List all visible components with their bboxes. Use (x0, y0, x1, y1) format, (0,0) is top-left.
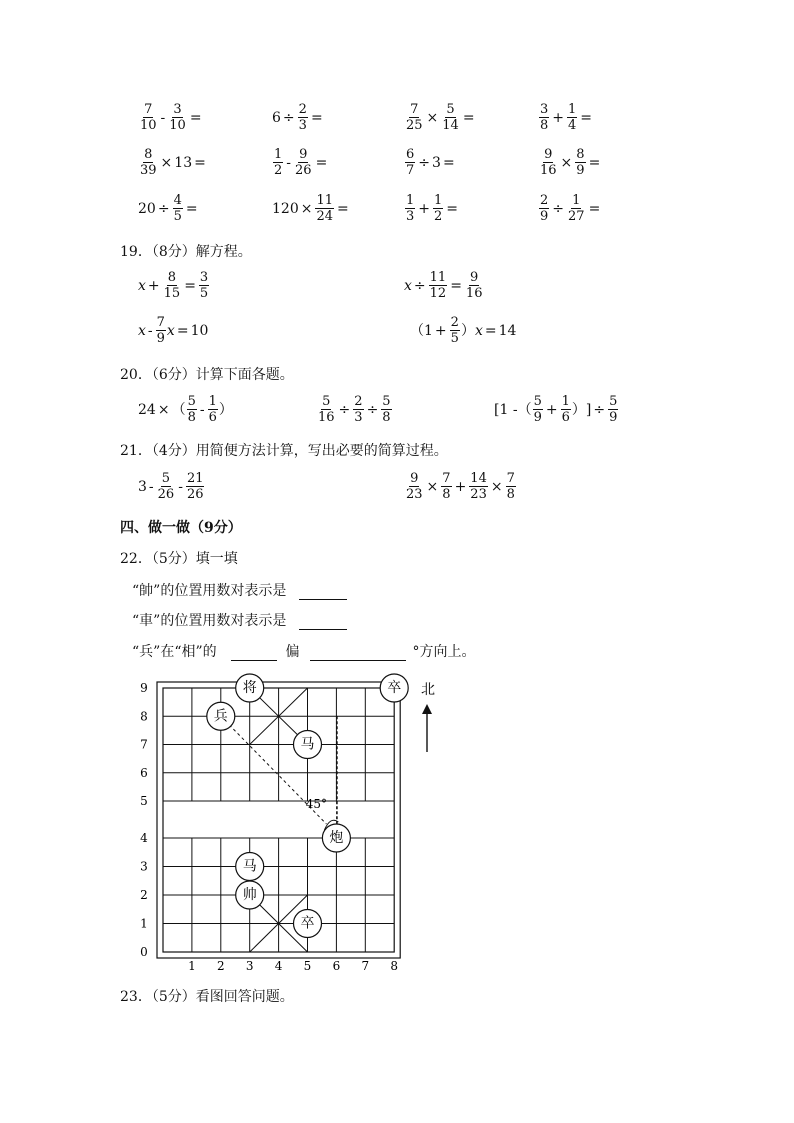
numerator: 14 (470, 471, 487, 486)
numerator: 4 (173, 193, 182, 208)
fraction (575, 147, 585, 178)
numerator: 8 (144, 147, 153, 162)
operator: - (148, 478, 154, 495)
q19-title: 19．（8分）解方程。 (120, 244, 252, 260)
numerator: 7 (410, 102, 419, 117)
term: ） (571, 401, 586, 418)
x-axis-label: 5 (303, 959, 312, 973)
fraction (405, 193, 415, 224)
fraction (156, 315, 166, 346)
term: ） (218, 401, 233, 418)
numerator: 1 (274, 147, 283, 162)
operator: + (552, 109, 565, 126)
term: x (138, 277, 146, 294)
x-axis-label: 6 (332, 959, 341, 973)
chess-piece-label: 卒 (387, 680, 402, 696)
operator: = (176, 322, 189, 339)
denominator: 14 (442, 118, 459, 133)
fraction (465, 270, 484, 301)
denominator: 9 (533, 410, 542, 425)
denominator: 16 (318, 410, 335, 425)
numerator: 9 (544, 147, 553, 162)
denominator: 5 (450, 331, 459, 346)
term: （ (517, 401, 532, 418)
term: ） (460, 322, 475, 339)
compute-expression (138, 394, 233, 425)
answer-blank-angle[interactable] (310, 648, 406, 661)
x-axis-label: 3 (245, 959, 254, 973)
q21-title: 21．（4分）用简便方法计算，写出必要的简算过程。 (120, 443, 448, 459)
compute-expression (316, 394, 393, 425)
operator: = (194, 154, 206, 171)
operator: - (160, 109, 166, 126)
equation (404, 270, 484, 301)
operator: ÷ (593, 401, 606, 418)
q22-line1-text: “帥”的位置用数对表示是 (132, 583, 287, 599)
y-axis-label: 9 (140, 681, 148, 695)
denominator: 8 (382, 410, 391, 425)
fraction (405, 471, 424, 502)
answer-blank-1[interactable] (299, 587, 347, 600)
operator: = (588, 154, 601, 171)
numerator: 2 (540, 193, 549, 208)
denominator: 6 (208, 410, 217, 425)
section4-title: 四、做一做（9分） (120, 520, 242, 536)
fraction (539, 102, 549, 133)
y-axis-label: 1 (140, 916, 148, 931)
fraction (208, 394, 218, 425)
calc-expression (272, 102, 325, 133)
operator: + (418, 200, 431, 217)
operator: × (300, 200, 313, 217)
numerator: 2 (354, 394, 363, 409)
fraction (317, 394, 336, 425)
fraction (186, 471, 205, 502)
equation (410, 315, 516, 346)
fraction (353, 394, 363, 425)
calc-expression (138, 193, 200, 224)
chess-piece-label: 马 (242, 858, 257, 875)
operator: + (545, 401, 558, 418)
simplify-expression (138, 471, 205, 502)
term: [1 - (494, 401, 518, 418)
fraction (199, 270, 209, 301)
operator: = (580, 109, 593, 126)
answer-blank-direction[interactable] (231, 648, 277, 661)
north-arrow-head (422, 704, 432, 714)
fraction (506, 471, 516, 502)
y-axis-label: 8 (140, 709, 148, 724)
numerator: 1 (434, 193, 443, 208)
numerator: 3 (199, 270, 209, 285)
chess-piece-label: 马 (300, 736, 315, 753)
numerator: 9 (299, 147, 308, 162)
numerator: 5 (533, 394, 542, 409)
denominator: 9 (156, 331, 165, 346)
numerator: 11 (316, 193, 334, 208)
numerator: 5 (161, 471, 171, 486)
denominator: 9 (576, 163, 585, 178)
numerator: 2 (298, 102, 307, 117)
calc-expression (138, 147, 208, 178)
numerator: 5 (322, 394, 331, 409)
denominator: 8 (540, 118, 549, 133)
operator: + (434, 322, 447, 339)
q22-line3-text-c: °方向上。 (412, 644, 476, 660)
numerator: 8 (167, 270, 177, 285)
denominator: 26 (295, 163, 312, 178)
fraction (533, 394, 543, 425)
chess-piece-label: 卒 (300, 915, 315, 932)
x-axis-label: 8 (390, 959, 399, 973)
y-axis-label: 3 (140, 859, 148, 874)
denominator: 10 (169, 118, 186, 133)
operator: ÷ (418, 154, 431, 171)
numerator: 21 (186, 471, 204, 486)
operator: + (454, 478, 467, 495)
fraction (429, 270, 448, 301)
denominator: 16 (465, 286, 483, 301)
calc-expression (138, 102, 204, 133)
term: 3 (432, 154, 441, 171)
equation (138, 315, 208, 346)
term: （ (171, 401, 186, 418)
denominator: 8 (506, 487, 515, 502)
angle-label: 45° (305, 797, 328, 811)
numerator: 3 (540, 102, 549, 117)
numerator: 1 (406, 193, 415, 208)
q22-line3 (132, 641, 475, 661)
fraction (561, 394, 571, 425)
operator: - (286, 154, 292, 171)
calc-expression (404, 147, 457, 178)
denominator: 9 (540, 209, 549, 224)
calc-expression (538, 193, 602, 224)
fraction (139, 102, 158, 133)
fraction (441, 471, 451, 502)
fraction (450, 315, 460, 346)
q22-line3-text-a: “兵”在“相”的 (132, 644, 217, 660)
denominator: 39 (140, 163, 157, 178)
operator: × (426, 109, 439, 126)
y-axis-label: 6 (140, 765, 148, 780)
q20-title: 20．（6分）计算下面各题。 (120, 367, 294, 383)
operator: = (189, 109, 202, 126)
term: 10 (190, 322, 209, 339)
x-axis-label: 7 (361, 959, 370, 973)
numerator: 3 (173, 102, 182, 117)
numerator: 8 (576, 147, 585, 162)
calc-expression (404, 102, 477, 133)
fraction (163, 270, 182, 301)
numerator: 7 (156, 315, 165, 330)
denominator: 16 (540, 163, 557, 178)
y-axis-label: 5 (140, 794, 148, 808)
term: x (404, 277, 412, 294)
calc-expression (538, 147, 602, 178)
denominator: 5 (173, 209, 182, 224)
x-axis-label: 2 (216, 959, 225, 973)
operator: × (426, 478, 439, 495)
denominator: 10 (140, 118, 157, 133)
north-label: 北 (421, 682, 435, 698)
denominator: 26 (186, 487, 204, 502)
denominator: 3 (406, 209, 415, 224)
operator: ÷ (413, 277, 426, 294)
numerator: 9 (470, 270, 479, 285)
operator: ÷ (338, 401, 351, 418)
fraction (441, 102, 460, 133)
fraction (294, 147, 313, 178)
fraction (381, 394, 391, 425)
operator: = (462, 109, 475, 126)
y-axis-label: 0 (140, 945, 148, 959)
numerator: 1 (572, 193, 581, 208)
x-axis-label: 1 (188, 959, 196, 973)
fraction (315, 193, 334, 224)
denominator: 4 (568, 118, 577, 133)
fraction (608, 394, 618, 425)
operator: + (147, 277, 160, 294)
equation (138, 270, 210, 301)
numerator: 1 (208, 394, 217, 409)
term: x (474, 322, 483, 339)
y-axis-label: 4 (140, 831, 148, 845)
term: x (166, 322, 175, 339)
simplify-expression (404, 471, 517, 502)
compute-expression (494, 394, 619, 425)
denominator: 2 (274, 163, 283, 178)
fraction (539, 193, 549, 224)
fraction (469, 471, 488, 502)
q23-title: 23．（5分）看图回答问题。 (120, 989, 294, 1005)
operator: × (490, 478, 503, 495)
denominator: 12 (429, 286, 447, 301)
operator: × (160, 154, 173, 171)
denominator: 8 (442, 487, 451, 502)
term: 3 (138, 478, 147, 495)
calc-expression (404, 193, 460, 224)
denominator: 9 (609, 410, 618, 425)
operator: ÷ (157, 200, 170, 217)
denominator: 3 (354, 410, 363, 425)
numerator: 2 (450, 315, 459, 330)
fraction (539, 147, 558, 178)
answer-blank-2[interactable] (299, 617, 347, 630)
operator: ÷ (282, 109, 295, 126)
calc-expression (538, 102, 594, 133)
operator: × (157, 401, 170, 418)
fraction (168, 102, 187, 133)
operator: = (450, 277, 462, 294)
denominator: 23 (406, 487, 423, 502)
term: 14 (498, 322, 517, 339)
numerator: 9 (410, 471, 419, 486)
numerator: 7 (442, 471, 451, 486)
term: （1 (410, 322, 433, 339)
fraction (173, 193, 183, 224)
numerator: 6 (406, 147, 415, 162)
denominator: 24 (316, 209, 334, 224)
fraction (405, 147, 415, 178)
numerator: 5 (446, 102, 455, 117)
denominator: 2 (434, 209, 443, 224)
numerator: 7 (144, 102, 153, 117)
operator: = (310, 109, 323, 126)
numerator: 1 (568, 102, 577, 117)
y-axis-label: 2 (140, 888, 148, 902)
fraction (433, 193, 443, 224)
operator: ÷ (552, 200, 565, 217)
operator: = (337, 200, 349, 217)
fraction (298, 102, 308, 133)
chess-piece-label: 将 (242, 680, 257, 696)
operator: ÷ (366, 401, 379, 418)
fraction (187, 394, 197, 425)
fraction (273, 147, 283, 178)
operator: = (446, 200, 459, 217)
fraction (567, 102, 577, 133)
term: 6 (272, 109, 281, 126)
q22-line1 (132, 580, 347, 600)
term: 24 (138, 401, 156, 418)
chess-piece-label: 帅 (242, 887, 257, 903)
numerator: 5 (187, 394, 196, 409)
numerator: 5 (382, 394, 391, 409)
operator: = (185, 200, 198, 217)
operator: = (588, 200, 601, 217)
calc-expression (272, 147, 329, 178)
denominator: 3 (298, 118, 307, 133)
numerator: 7 (506, 471, 515, 486)
denominator: 26 (157, 487, 175, 502)
operator: × (560, 154, 573, 171)
fraction (567, 193, 586, 224)
chess-piece-label: 炮 (329, 830, 344, 846)
operator: = (442, 154, 455, 171)
q22-line2 (132, 610, 347, 630)
denominator: 27 (568, 209, 585, 224)
denominator: 15 (163, 286, 181, 301)
fraction (139, 147, 158, 178)
term: 13 (174, 154, 193, 171)
chess-piece-label: 兵 (213, 708, 228, 725)
numerator: 11 (429, 270, 447, 285)
q22-line2-text: “車”的位置用数对表示是 (132, 613, 287, 629)
denominator: 23 (470, 487, 487, 502)
operator: - (199, 401, 205, 418)
operator: = (484, 322, 497, 339)
operator: = (184, 277, 196, 294)
denominator: 7 (406, 163, 415, 178)
y-axis-label: 7 (140, 737, 148, 752)
denominator: 6 (561, 410, 570, 425)
q22-title: 22．（5分）填一填 (120, 551, 238, 567)
term: ] (585, 401, 592, 418)
operator: - (147, 322, 153, 339)
numerator: 5 (609, 394, 618, 409)
term: 20 (138, 200, 156, 217)
fraction (157, 471, 176, 502)
term: x (138, 322, 146, 339)
operator: - (178, 478, 183, 495)
chess-board-figure (130, 672, 440, 976)
numerator: 1 (561, 394, 570, 409)
operator: = (315, 154, 328, 171)
x-axis-label: 4 (274, 959, 283, 973)
denominator: 8 (187, 410, 196, 425)
denominator: 5 (199, 286, 209, 301)
term: 120 (272, 200, 299, 217)
q22-line3-text-b: 偏 (285, 644, 300, 660)
denominator: 25 (406, 118, 423, 133)
calc-expression (272, 193, 351, 224)
fraction (405, 102, 424, 133)
